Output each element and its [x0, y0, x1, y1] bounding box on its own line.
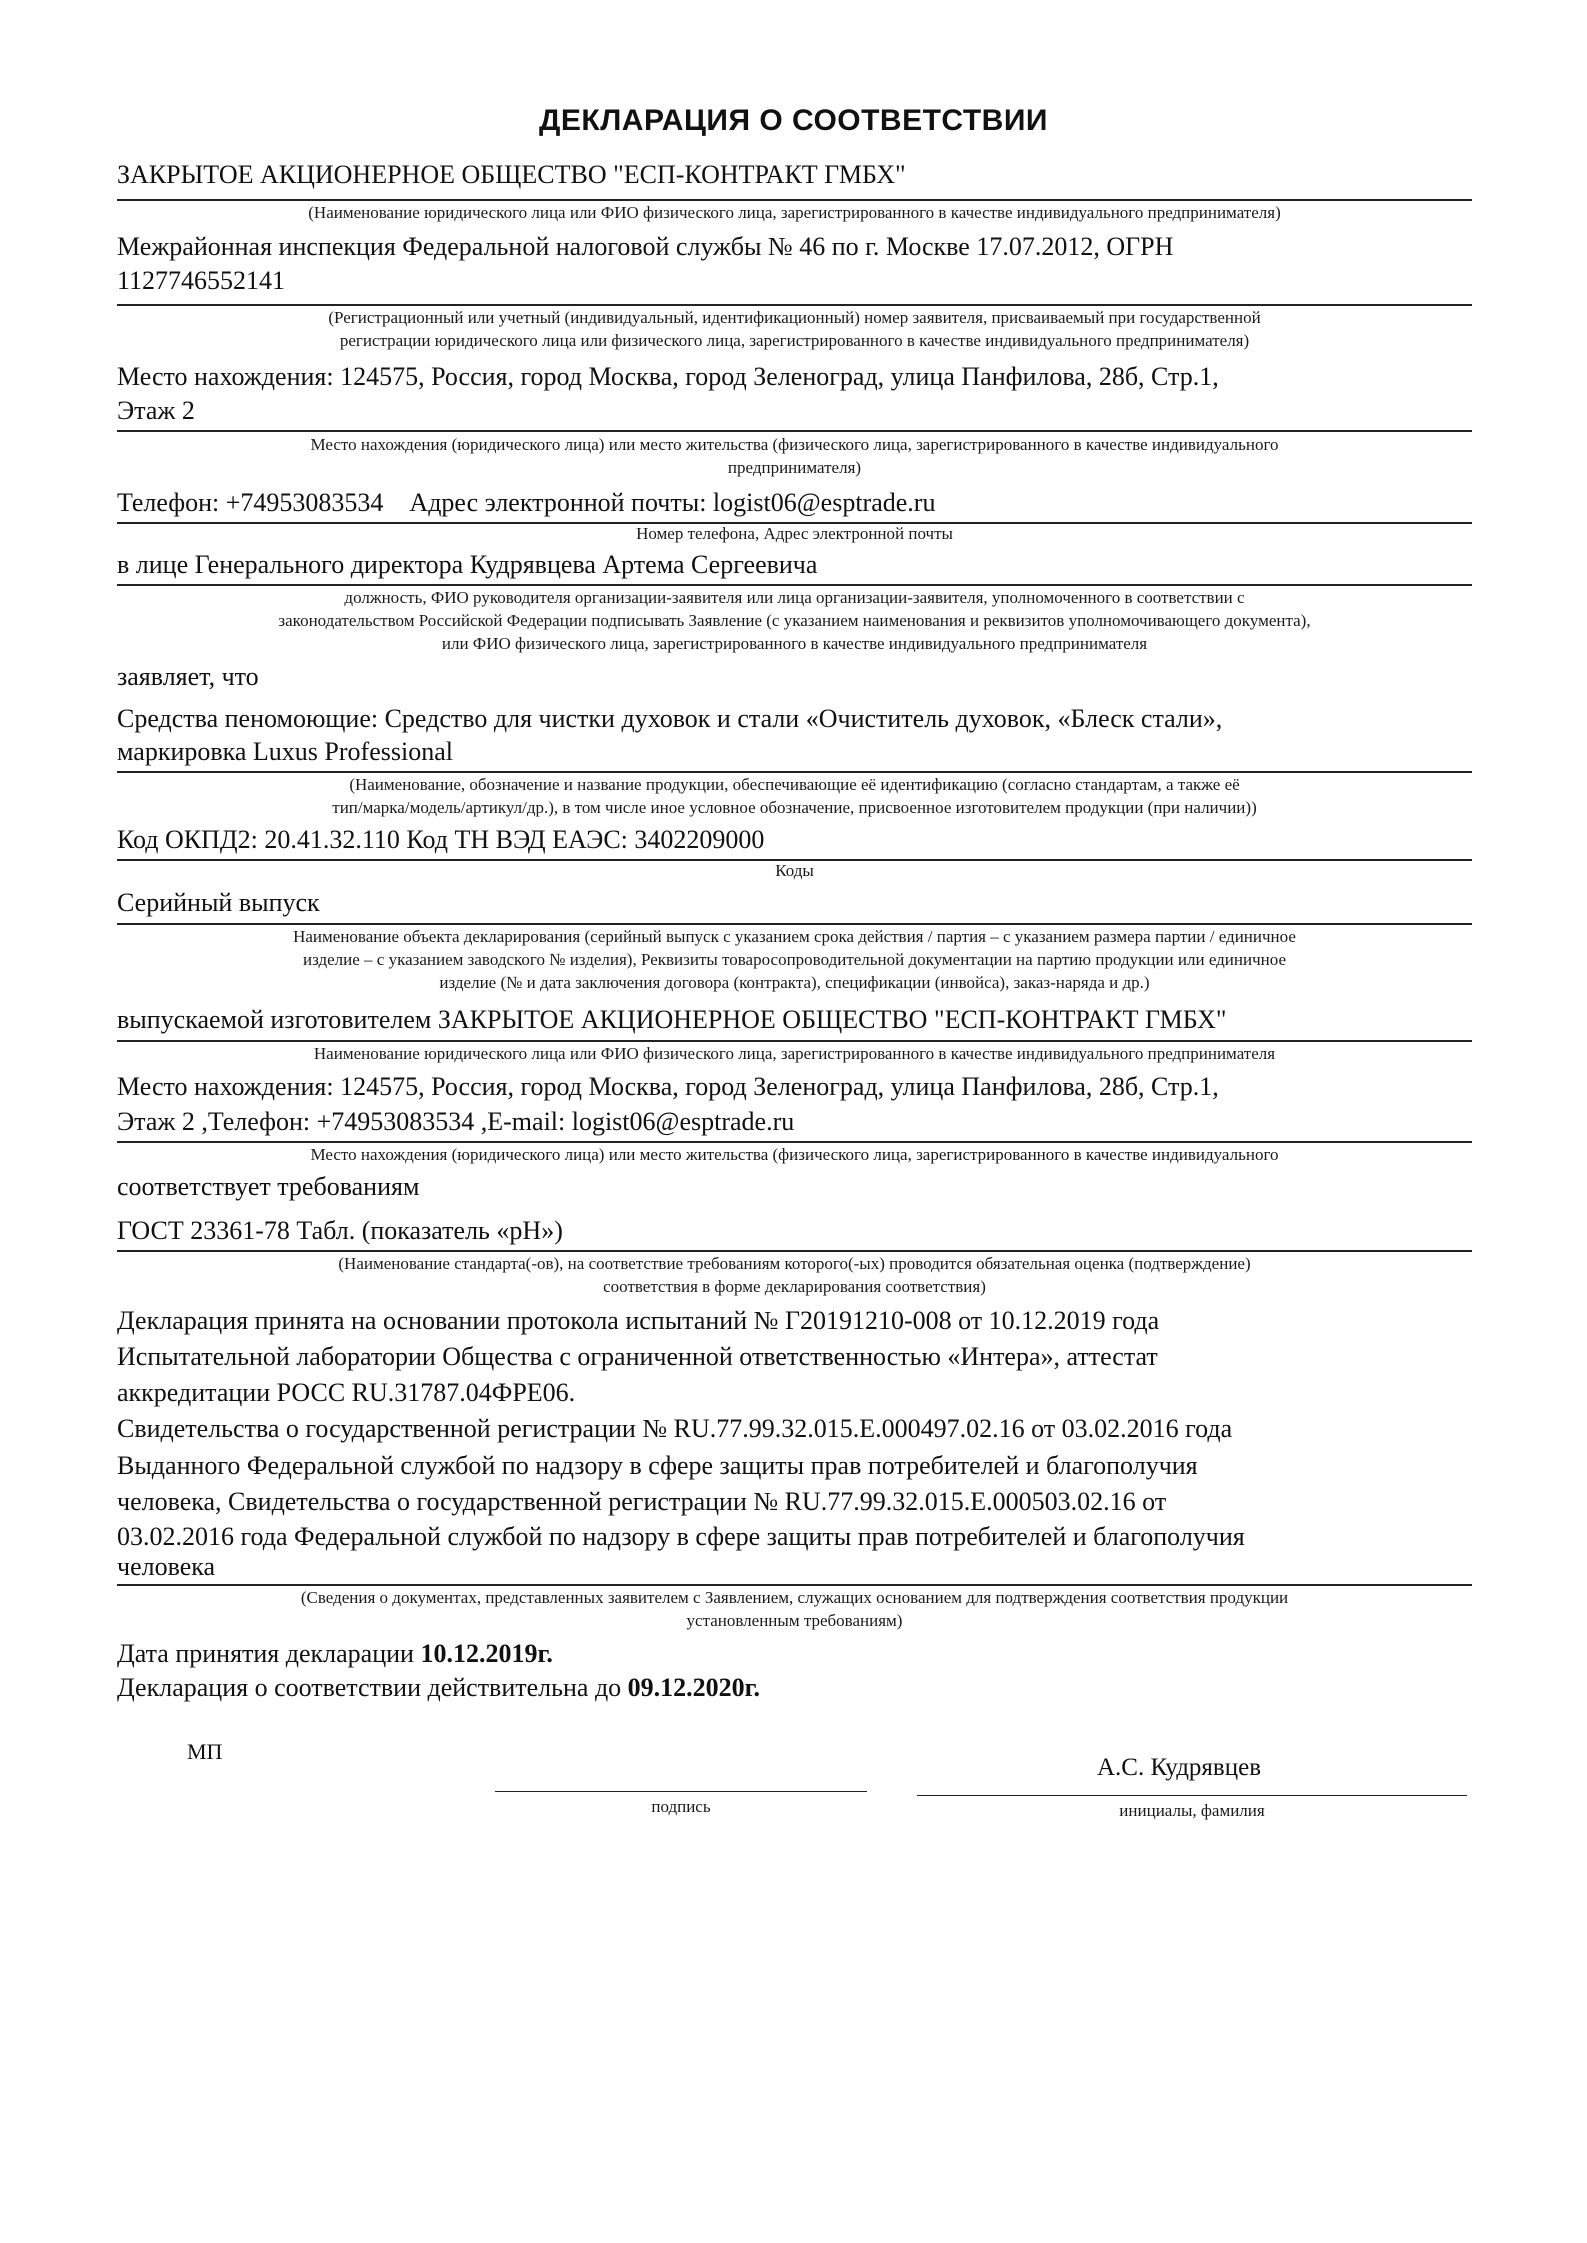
basis-line: человека, Свидетельства о государственной регистрации № RU.77.99.32.015.Е.000503.02.16 от: [117, 1487, 1167, 1516]
initials-line: [917, 1795, 1467, 1796]
acceptance-date: 10.12.2019г.: [420, 1639, 553, 1668]
basis-line: Испытательной лаборатории Общества с ограниченной ответственностью «Интера», аттестат: [117, 1342, 1158, 1371]
divider: [117, 1584, 1472, 1586]
declares-text: заявляет, что: [117, 662, 259, 691]
document-title: ДЕКЛАРАЦИЯ О СООТВЕТСТВИИ: [539, 104, 1048, 137]
codes-line: Код ОКПД2: 20.41.32.110 Код ТН ВЭД ЕАЭС: 3402209000: [117, 825, 765, 854]
registration-line: Межрайонная инспекция Федеральной налоговой службы № 46 по г. Москве 17.07.2012, ОГРН: [117, 232, 1174, 261]
initials-caption: инициалы, фамилия: [1119, 1801, 1265, 1820]
codes-caption: Коды: [775, 861, 814, 880]
manufacturer-location-line: Этаж 2 ,Телефон: +74953083534 ,E-mail: logist06@esptrade.ru: [117, 1107, 795, 1136]
signature-caption: подпись: [651, 1797, 711, 1816]
stamp-label: МП: [187, 1739, 223, 1764]
basis-caption: установленным требованиям): [686, 1611, 903, 1630]
serial-caption: изделие (№ и дата заключения договора (контракта), спецификации (инвойса), заказ-наряда и др.): [439, 973, 1150, 992]
registration-caption: регистрации юридического лица или физического лица, зарегистрированного в качестве индивидуального предпринимателя): [339, 331, 1250, 350]
serial-caption: изделие – с указанием заводского № изделия), Реквизиты товаросопроводительной документации на партию продукции или единичное: [302, 950, 1286, 969]
divider: [117, 304, 1472, 306]
location-caption: предпринимателя): [727, 458, 862, 477]
applicant-caption: (Наименование юридического лица или ФИО физического лица, зарегистрированного в качестве индивидуального предпринимателя): [308, 203, 1281, 222]
signer-name: А.С. Кудрявцев: [1097, 1754, 1262, 1781]
validity-date-label: Декларация о соответствии действительна до: [117, 1673, 628, 1702]
validity-date: 09.12.2020г.: [627, 1673, 761, 1702]
product-line: Средства пеномоющие: Средство для чистки духовок и стали «Очиститель духовок, «Блеск стали»,: [117, 704, 1223, 733]
divider: [117, 584, 1472, 586]
serial-line: Серийный выпуск: [117, 888, 320, 917]
standard-caption: (Наименование стандарта(-ов), на соответствие требованиям которого(-ых) проводится обязательная оценка (подтверждение): [338, 1254, 1251, 1273]
standard-caption: соответствия в форме декларирования соответствия): [603, 1277, 986, 1296]
person-caption: должность, ФИО руководителя организации-заявителя или лица организации-заявителя, уполномоченного в соответствии с: [344, 588, 1245, 607]
divider: [117, 199, 1472, 201]
serial-caption: Наименование объекта декларирования (серийный выпуск с указанием срока действия / партия – с указанием размера партии / единичное: [293, 927, 1296, 946]
basis-line: аккредитации РОСС RU.31787.04ФРЕ06.: [117, 1378, 576, 1407]
product-caption: (Наименование, обозначение и название продукции, обеспечивающие её идентификацию (согласно стандартам, а также её: [349, 775, 1240, 794]
location-line: Этаж 2: [117, 396, 195, 425]
basis-caption: (Сведения о документах, представленных заявителем с Заявлением, служащих основанием для подтверждения соответствия продукции: [300, 1588, 1289, 1607]
basis-line: Декларация принята на основании протокола испытаний № Г20191210-008 от 10.12.2019 года: [117, 1306, 1160, 1335]
divider: [117, 1040, 1472, 1042]
registration-caption: (Регистрационный или учетный (индивидуальный, идентификационный) номер заявителя, присваиваемый при государственной: [328, 308, 1261, 327]
basis-line: Выданного Федеральной службой по надзору в сфере защиты прав потребителей и благополучия: [117, 1451, 1198, 1480]
divider: [117, 923, 1472, 925]
location-caption: Место нахождения (юридического лица) или место жительства (физического лица, зарегистрированного в качестве индивидуального: [310, 435, 1279, 454]
manufacturer-location-line: Место нахождения: 124575, Россия, город Москва, город Зеленоград, улица Панфилова, 28б, Стр.1,: [117, 1072, 1219, 1101]
registration-line: 1127746552141: [117, 266, 286, 295]
validity-date-line: [117, 1673, 1477, 1703]
person-caption: или ФИО физического лица, зарегистрированного в качестве индивидуального предпринимателя: [441, 634, 1148, 653]
manufacturer-location-caption: Место нахождения (юридического лица) или место жительства (физического лица, зарегистрированного в качестве индивидуального: [310, 1145, 1279, 1164]
person-caption: законодательством Российской Федерации подписывать Заявление (с указанием наименования и реквизитов уполномочивающего документа),: [278, 611, 1311, 630]
divider: [117, 1250, 1472, 1252]
location-line: Место нахождения: 124575, Россия, город Москва, город Зеленоград, улица Панфилова, 28б, Стр.1,: [117, 362, 1219, 391]
product-caption: тип/марка/модель/артикул/др.), в том числе иное условное обозначение, присвоенное изготовителем продукции (при наличии)): [332, 798, 1257, 817]
manufacturer-line: выпускаемой изготовителем ЗАКРЫТОЕ АКЦИОНЕРНОЕ ОБЩЕСТВО "ЕСП-КОНТРАКТ ГМБХ": [117, 1005, 1227, 1034]
basis-line: человека: [117, 1552, 216, 1581]
divider: [117, 1141, 1472, 1143]
product-line: маркировка Luxus Professional: [117, 737, 453, 766]
person-line: в лице Генерального директора Кудрявцева Артема Сергеевича: [117, 550, 818, 579]
standard-line: ГОСТ 23361-78 Табл. (показатель «pH»): [117, 1216, 563, 1245]
phone-email-line: Телефон: +74953083534 Адрес электронной почты: logist06@esptrade.ru: [117, 488, 936, 517]
basis-line: 03.02.2016 года Федеральной службой по надзору в сфере защиты прав потребителей и благополучия: [117, 1522, 1245, 1551]
acceptance-date-label: Дата принятия декларации: [117, 1639, 421, 1668]
complies-text: соответствует требованиям: [117, 1172, 420, 1201]
manufacturer-caption: Наименование юридического лица или ФИО физического лица, зарегистрированного в качестве индивидуального предпринимателя: [313, 1044, 1276, 1063]
divider: [117, 771, 1472, 773]
signature-line: [495, 1791, 867, 1792]
acceptance-date-line: [117, 1639, 1477, 1669]
applicant-name: ЗАКРЫТОЕ АКЦИОНЕРНОЕ ОБЩЕСТВО "ЕСП-КОНТРАКТ ГМБХ": [117, 160, 906, 189]
basis-line: Свидетельства о государственной регистрации № RU.77.99.32.015.Е.000497.02.16 от 03.02.2016 года: [117, 1414, 1233, 1443]
phone-caption: Номер телефона, Адрес электронной почты: [636, 524, 953, 543]
divider: [117, 430, 1472, 432]
